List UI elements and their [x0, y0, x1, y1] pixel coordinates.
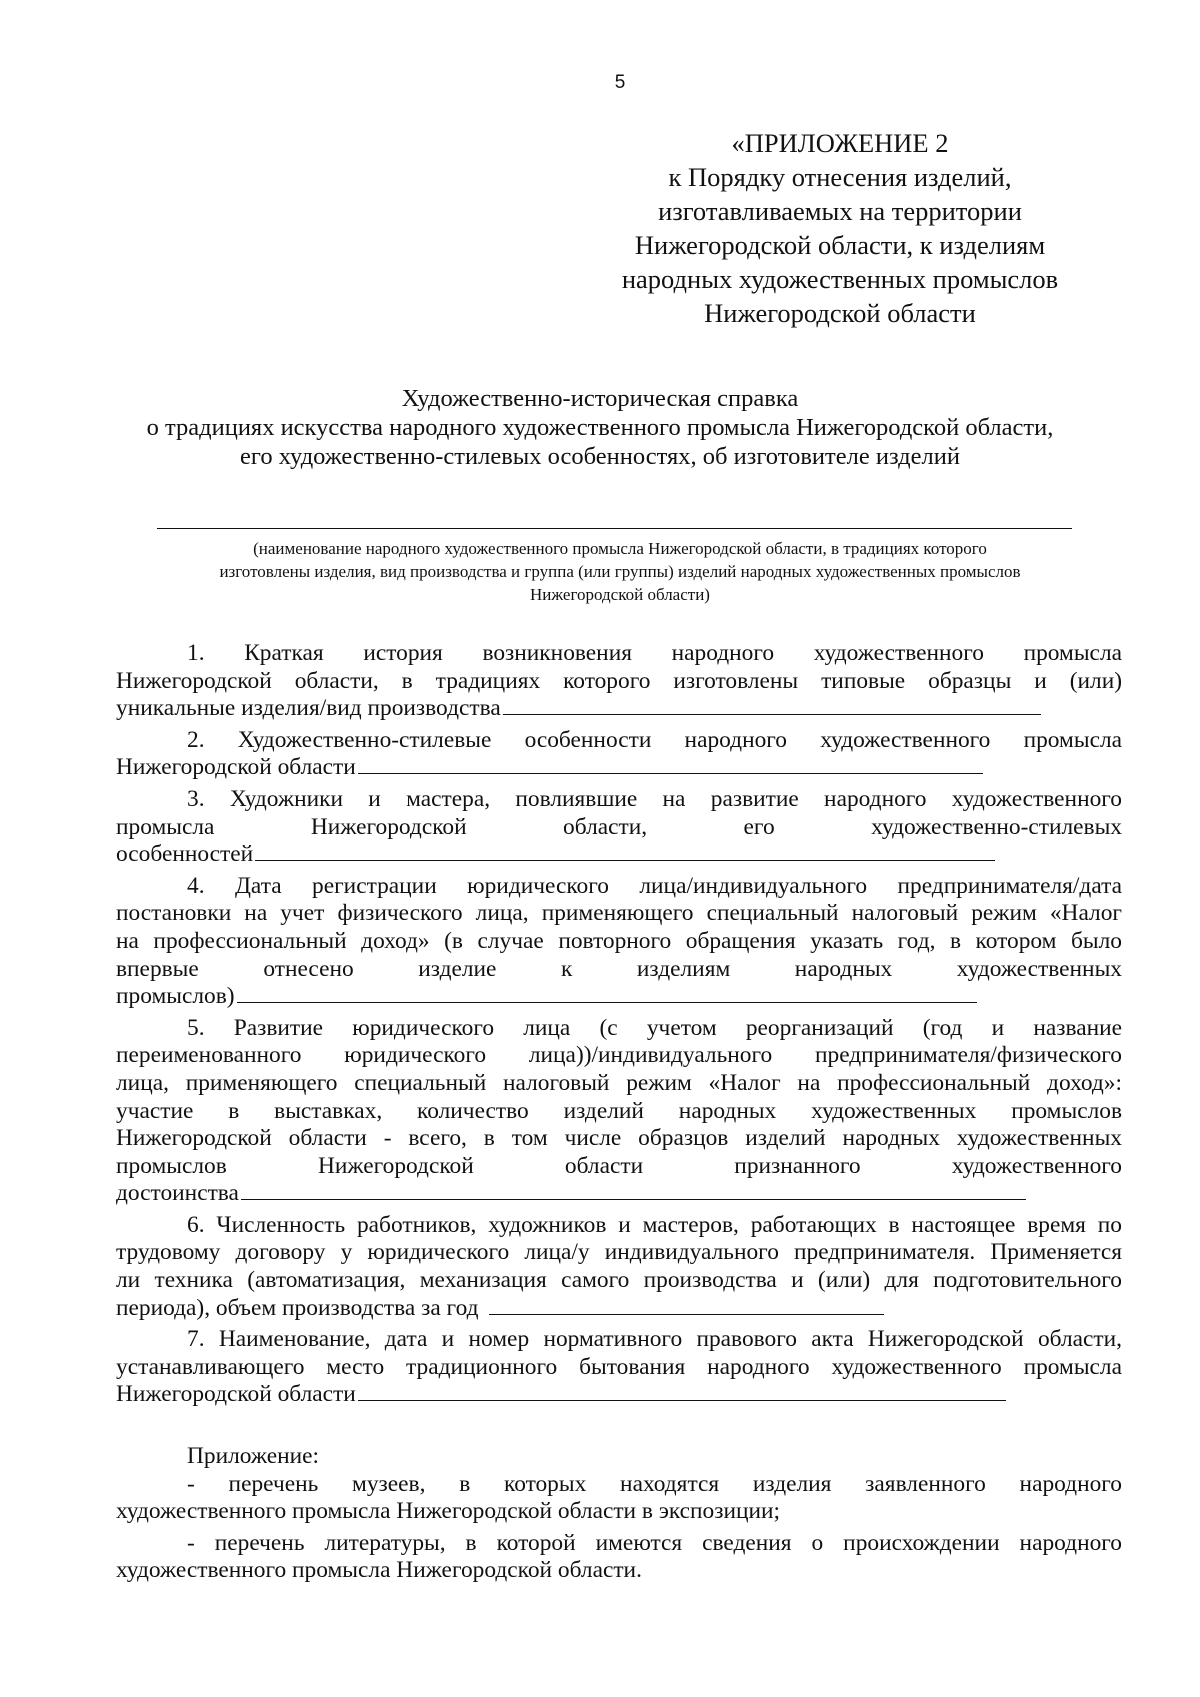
attachment-item — [116, 1530, 1122, 1585]
item-2-line: Нижегородской области — [116, 754, 1122, 782]
item-6-blank[interactable] — [489, 1314, 884, 1315]
caption-line: (наименование народного художественного промысла Нижегородской области, в традициях которого — [253, 539, 987, 558]
appendix-header-line: Нижегородской области, к изделиям — [634, 230, 1046, 260]
item-4-line: промыслов) — [116, 983, 1122, 1011]
item-1-blank[interactable] — [503, 714, 1041, 715]
title-line: о традициях искусства народного художественного промысла Нижегородской области, — [146, 414, 1054, 441]
appendix-header-line: изготавливаемых на территории — [658, 196, 1022, 226]
appendix-header-line: к Порядку отнесения изделий, — [668, 162, 1012, 192]
item-2 — [116, 727, 1122, 782]
item-4-line: 4. Дата регистрации юридического лица/индивидуального предпринимателя/дата — [187, 872, 1122, 899]
document-title — [60, 384, 1140, 471]
appendix-header — [590, 126, 1090, 330]
item-7-line: устанавливающего место традиционного бытования народного художественного промысла — [116, 1353, 1122, 1380]
item-6-line: ли техника (автоматизация, механизация самого производства и (или) для подготовительного — [116, 1267, 1122, 1294]
item-1-line: Нижегородской области, в традициях которого изготовлены типовые образцы и (или) — [116, 667, 1122, 694]
craft-name-caption — [100, 537, 1140, 606]
appendix-header-line: Нижегородской области — [704, 298, 976, 328]
item-4-blank[interactable] — [237, 1002, 977, 1003]
item-3-line: особенностей — [116, 841, 1122, 869]
craft-name-blank-line[interactable] — [157, 528, 1072, 529]
item-1 — [116, 640, 1122, 723]
item-7 — [116, 1326, 1122, 1409]
item-3-line: промысла Нижегородской области, его художественно-стилевых — [116, 813, 1122, 840]
item-6 — [116, 1212, 1122, 1322]
item-6-line: 6. Численность работников, художников и мастеров, работающих в настоящее время по — [187, 1211, 1122, 1238]
item-3-blank[interactable] — [255, 860, 995, 861]
item-2-line: 2. Художественно-стилевые особенности народного художественного промысла — [187, 726, 1122, 753]
item-5 — [116, 1015, 1122, 1208]
item-3 — [116, 786, 1122, 869]
page-number: 5 — [614, 72, 626, 93]
appendix-header-line: народных художественных промыслов — [621, 264, 1059, 294]
item-4-line: постановки на учет физического лица, применяющего специальный налоговый режим «Налог — [116, 900, 1122, 927]
item-7-line: 7. Наименование, дата и номер нормативного правового акта Нижегородской области, — [187, 1326, 1122, 1353]
item-5-line: достоинства — [116, 1180, 1122, 1208]
item-5-line: переименованного юридического лица))/индивидуального предпринимателя/физического — [116, 1042, 1122, 1069]
attachment-line: художественного промысла Нижегородской области. — [116, 1557, 642, 1584]
title-line: Художественно-историческая справка — [401, 385, 799, 412]
item-4 — [116, 873, 1122, 1011]
title-line: его художественно-стилевых особенностях, об изготовителе изделий — [240, 443, 960, 470]
item-4-line: впервые отнесено изделие к изделиям народных художественных — [116, 955, 1122, 982]
item-5-line: лица, применяющего специальный налоговый режим «Налог на профессиональный доход»: — [116, 1069, 1122, 1096]
item-6-line: периода), объем производства за год — [116, 1295, 1122, 1323]
appendix-header-line: «ПРИЛОЖЕНИЕ 2 — [731, 128, 949, 158]
caption-line: изготовлены изделия, вид производства и группа (или группы) изделий народных художественных промыслов — [219, 562, 1021, 581]
item-1-line: 1. Краткая история возникновения народного художественного промысла — [187, 640, 1122, 666]
item-5-line: Нижегородской области - всего, в том числе образцов изделий народных художественных — [116, 1125, 1122, 1152]
document-body — [116, 640, 1122, 1589]
item-6-line: трудовому договору у юридического лица/у индивидуального предпринимателя. Применяется — [116, 1239, 1122, 1266]
item-3-line: 3. Художники и мастера, повлиявшие на развитие народного художественного — [187, 785, 1122, 812]
attachment-item — [116, 1471, 1122, 1526]
caption-line: Нижегородской области) — [530, 585, 710, 604]
item-4-line: на профессиональный доход» (в случае повторного обращения указать год, в котором было — [116, 927, 1122, 954]
item-5-line: промыслов Нижегородской области признанного художественного — [116, 1152, 1122, 1179]
item-2-blank[interactable] — [358, 773, 983, 774]
attachment-line: - перечень музеев, в которых находятся изделия заявленного народного — [187, 1470, 1122, 1497]
item-7-blank[interactable] — [358, 1400, 1006, 1401]
item-5-line: участие в выставках, количество изделий народных художественных промыслов — [116, 1097, 1122, 1124]
attachment-line: художественного промысла Нижегородской области в экспозиции; — [116, 1498, 781, 1525]
item-5-line: 5. Развитие юридического лица (с учетом реорганизаций (год и название — [187, 1014, 1122, 1041]
item-5-blank[interactable] — [241, 1199, 1026, 1200]
attachment-line: - перечень литературы, в которой имеются сведения о происхождении народного — [187, 1529, 1122, 1556]
attachments-heading: Приложение: — [187, 1443, 320, 1470]
item-1-line: уникальные изделия/вид производства — [116, 695, 1122, 723]
item-7-line: Нижегородской области — [116, 1381, 1122, 1409]
